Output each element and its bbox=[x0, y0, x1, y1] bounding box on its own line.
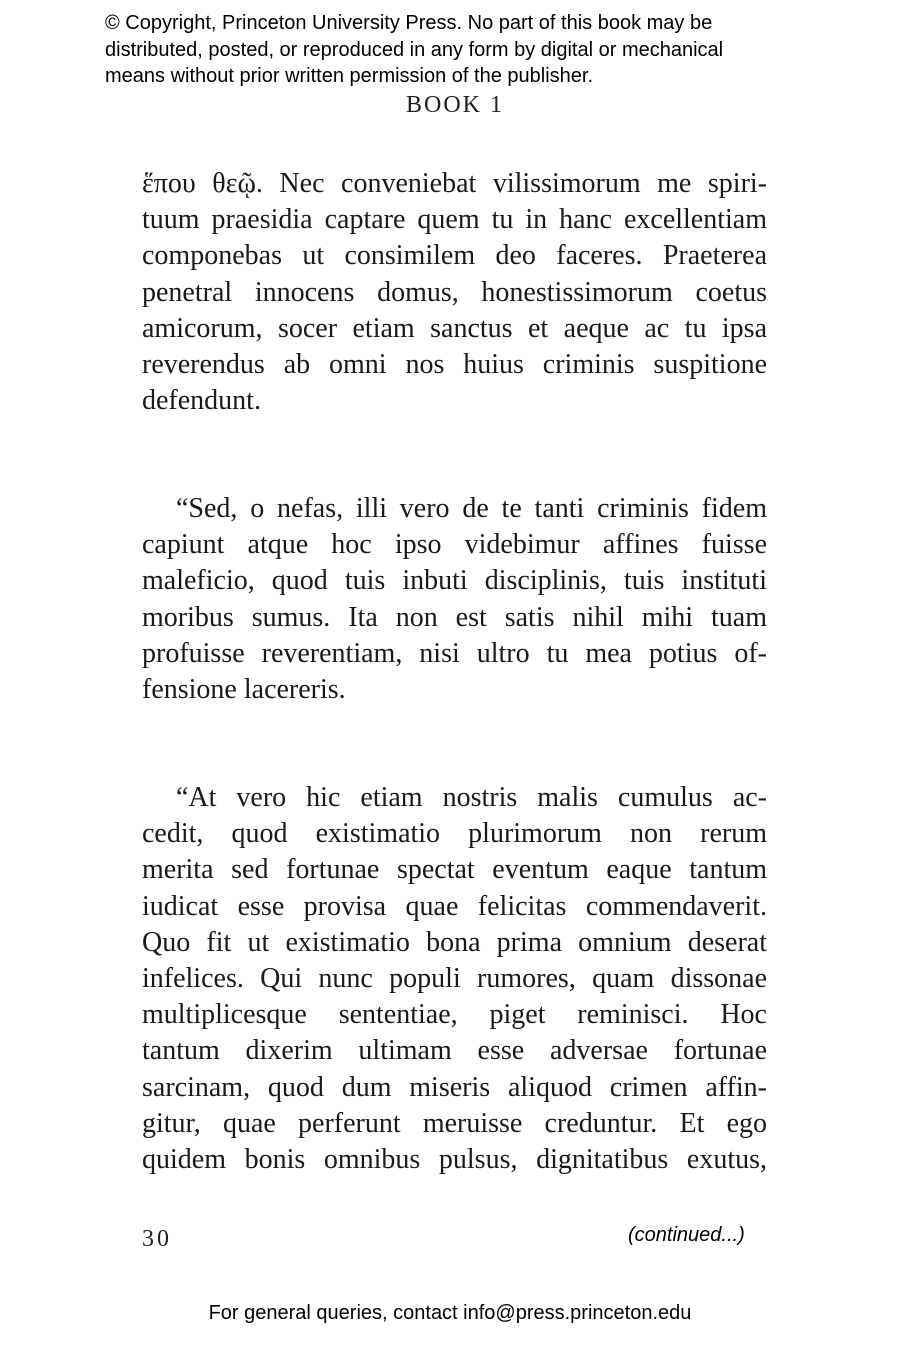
text-line: reverendus ab omni nos huius criminis suspitione bbox=[142, 348, 767, 380]
text-line: multiplicesque sententiae, piget reminisci. Hoc bbox=[142, 999, 767, 1031]
copyright-notice bbox=[105, 10, 825, 90]
page-number: 30 bbox=[142, 1226, 172, 1252]
copyright-line: © Copyright, Princeton University Press. No part of this book may be bbox=[105, 12, 713, 34]
text-line: componebas ut consimilem deo faceres. Praeterea bbox=[142, 240, 767, 272]
text-line: tantum dixerim ultimam esse adversae fortunae bbox=[142, 1035, 767, 1067]
text-line: sarcinam, quod dum miseris aliquod crimen affin- bbox=[142, 1071, 767, 1103]
contact-footer: For general queries, contact info@press.princeton.edu bbox=[208, 1302, 692, 1324]
text-line: tuum praesidia captare quem tu in hanc excellentiam bbox=[142, 204, 767, 236]
copyright-line: means without prior written permission of the publisher. bbox=[105, 65, 594, 87]
running-head: BOOK 1 bbox=[405, 92, 504, 118]
paragraph-3 bbox=[142, 780, 767, 1178]
text-line: penetral innocens domus, honestissimorum coetus bbox=[142, 276, 767, 308]
text-line: cedit, quod existimatio plurimorum non rerum bbox=[142, 818, 767, 850]
paragraph-1 bbox=[142, 166, 767, 419]
text-line: infelices. Qui nunc populi rumores, quam dissonae bbox=[142, 962, 767, 994]
text-line: “Sed, o nefas, illi vero de te tanti criminis fidem bbox=[176, 493, 767, 524]
text-line: profuisse reverentiam, nisi ultro tu mea potius of- bbox=[142, 637, 767, 669]
text-line: merita sed fortunae spectat eventum eaque tantum bbox=[142, 854, 767, 886]
text-line: gitur, quae perferunt meruisse creduntur. Et ego bbox=[142, 1107, 767, 1139]
text-line: defendunt. bbox=[142, 385, 261, 417]
copyright-line: distributed, posted, or reproduced in any form by digital or mechanical bbox=[105, 38, 724, 61]
text-line: maleficio, quod tuis inbuti disciplinis, tuis instituti bbox=[142, 565, 767, 597]
text-line: amicorum, socer etiam sanctus et aeque ac tu ipsa bbox=[142, 312, 767, 344]
text-line: Quo fit ut existimatio bona prima omnium deserat bbox=[142, 926, 767, 958]
text-line: ἕπου θεῷ. Nec conveniebat vilissimorum me spiri- bbox=[142, 168, 767, 199]
paragraph-2 bbox=[142, 491, 767, 708]
continued-note: (continued...) bbox=[628, 1224, 745, 1246]
text-line: “At vero hic etiam nostris malis cumulus ac- bbox=[176, 782, 767, 813]
text-line: capiunt atque hoc ipso videbimur affines fuisse bbox=[142, 529, 767, 561]
text-line: moribus sumus. Ita non est satis nihil mihi tuam bbox=[142, 601, 767, 633]
text-line: fensione lacereris. bbox=[142, 673, 346, 705]
text-line: quidem bonis omnibus pulsus, dignitatibus exutus, bbox=[142, 1143, 767, 1175]
text-line: iudicat esse provisa quae felicitas commendaverit. bbox=[142, 890, 767, 922]
